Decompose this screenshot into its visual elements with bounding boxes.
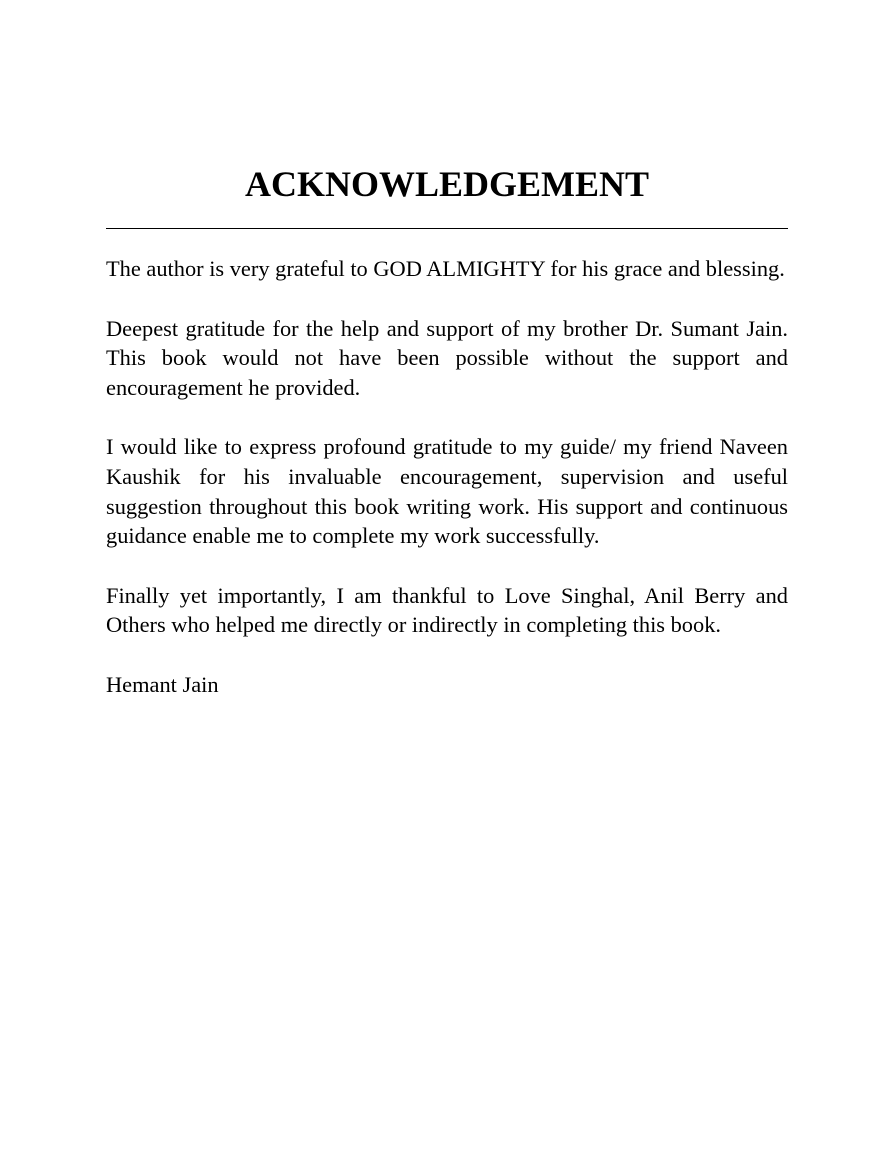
title-divider [106,228,788,229]
paragraph-gratitude-guide: I would like to express profound gratitude to my guide/ my friend Naveen Kaushik for his invaluable encouragement, supervision and useful suggestion throughout this book writing work. His support and continuous guidance enable me to complete my work successfully. [106,434,788,549]
paragraph-gratitude-brother: Deepest gratitude for the help and support of my brother Dr. Sumant Jain. This book would not have been possible without the support and encouragement he provided. [106,315,788,400]
paragraph-gratitude-others: Finally yet importantly, I am thankful to Love Singhal, Anil Berry and Others who helped me directly or indirectly in completing this book. [106,582,788,638]
author-signature: Hemant Jain [106,671,219,697]
page-title: ACKNOWLEDGEMENT [244,164,650,204]
paragraph-gratitude-god: The author is very grateful to GOD ALMIGHTY for his grace and blessing. [106,256,785,281]
acknowledgement-body [106,254,788,700]
